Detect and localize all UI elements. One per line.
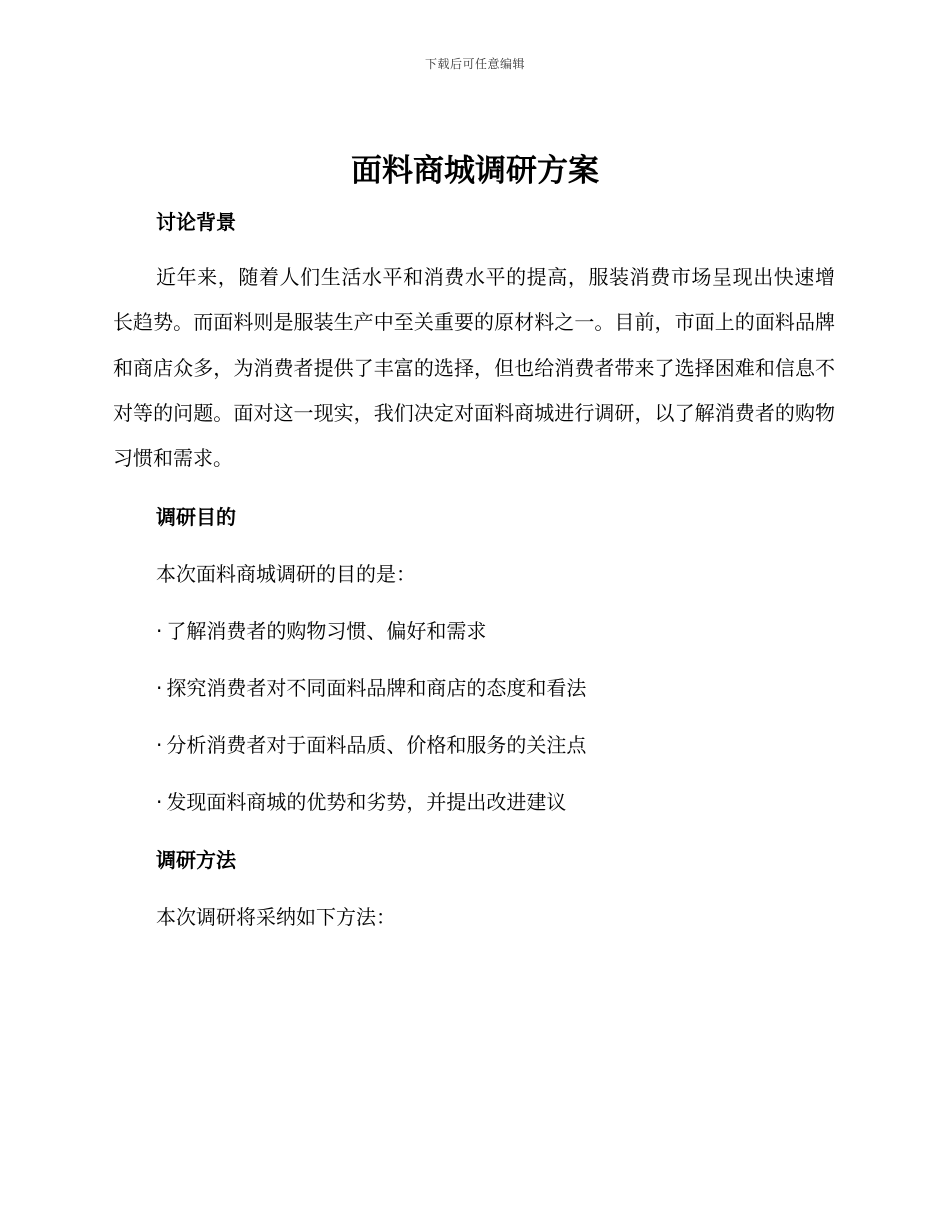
document-title: 面料商城调研方案 <box>351 153 599 189</box>
section-heading-method: 调研方法 <box>156 848 236 872</box>
bullet-icon: · <box>156 619 163 643</box>
section-heading-purpose: 调研目的 <box>156 505 236 529</box>
purpose-list-item <box>156 674 586 702</box>
purpose-item-text: 探究消费者对不同面料品牌和商店的态度和看法 <box>166 676 587 700</box>
bullet-icon: · <box>156 733 163 757</box>
purpose-intro: 本次面料商城调研的目的是： <box>156 562 416 586</box>
header-note: 下载后可任意编辑 <box>424 57 525 71</box>
section-heading-background: 讨论背景 <box>156 210 236 234</box>
purpose-item-text: 发现面料商城的优势和劣势，并提出改进建议 <box>166 790 567 814</box>
bullet-icon: · <box>156 790 163 814</box>
purpose-list-item <box>156 617 486 645</box>
method-intro: 本次调研将采纳如下方法： <box>156 905 396 929</box>
purpose-list-item <box>156 731 586 759</box>
bullet-icon: · <box>156 676 163 700</box>
purpose-item-text: 了解消费者的购物习惯、偏好和需求 <box>166 619 487 643</box>
purpose-item-text: 分析消费者对于面料品质、价格和服务的关注点 <box>166 733 587 757</box>
purpose-list-item <box>156 788 566 816</box>
background-paragraph: 近年来，随着人们生活水平和消费水平的提高，服装消费市场呈现出快速增长趋势。而面料则是服装生产中至关重要的原材料之一。目前，市面上的面料品牌和商店众多，为消费者提供了丰富的选择，但也给消费者带来了选择困难和信息不对等的问题。面对这一现实，我们决定对面料商城进行调研，以了解消费者的购物习惯和需求。 <box>113 265 835 471</box>
